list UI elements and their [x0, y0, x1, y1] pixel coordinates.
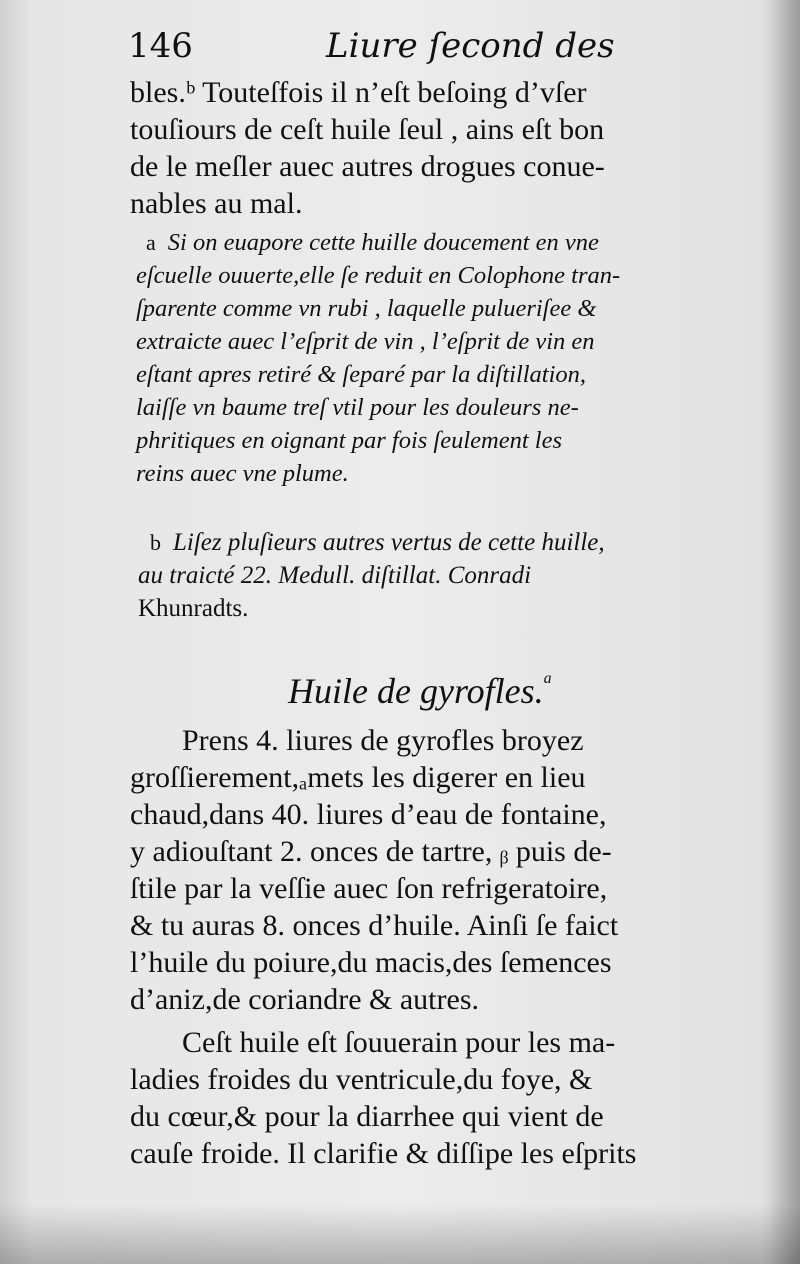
text-line: groſſierement,ₐmets les digerer en lieu: [130, 761, 586, 794]
text-block-continuation: [130, 74, 736, 222]
text-line: de le meſler auec autres drogues conue-: [130, 150, 605, 183]
text-line: cauſe froide. Il clarifie & diſſipe les eſprits: [130, 1137, 637, 1170]
page-header: [128, 22, 748, 72]
footnote-line: phritiques en oignant par fois ſeulement les: [136, 427, 562, 454]
footnote-label: b: [150, 530, 161, 555]
text-line: chaud,dans 40. liures d’eau de fontaine,: [130, 798, 607, 831]
page-bottom-shadow: [0, 1204, 800, 1264]
footnote-line: eſcuelle ouuerte,elle ſe reduit en Colophone tran-: [136, 262, 621, 289]
text-line: bles.ᵇ Touteſfois il n’eſt beſoing d’vſer: [130, 76, 587, 109]
footnote-line: Liſez pluſieurs autres vertus de cette huille,: [173, 529, 605, 556]
text-line: & tu auras 8. onces d’huile. Ainſi ſe faict: [130, 909, 619, 942]
text-line: y adiouſtant 2. onces de tartre, ᵦ puis de-: [130, 835, 612, 868]
section-title-text: Huile de gyrofles.: [288, 671, 544, 711]
footnote-label: a: [146, 230, 156, 255]
footnote-line: ſparente comme vn rubi , laquelle pulueriſee &: [136, 295, 597, 322]
footnote-line: laiſſe vn baume treſ vtil pour les douleurs ne-: [136, 394, 579, 421]
text-line: Prens 4. liures de gyrofles broyez: [182, 724, 584, 757]
footnote-line: extraicte auec l’eſprit de vin , l’eſprit de vin en: [136, 328, 595, 355]
text-line: Ceſt huile eſt ſouuerain pour les ma-: [182, 1026, 616, 1059]
footnote-ref: a: [543, 670, 552, 687]
page-number: 146: [128, 26, 193, 66]
footnote-b: [138, 526, 756, 625]
text-line: nables au mal.: [130, 187, 303, 220]
text-line: ſtile par la veſſie auec ſon refrigeratoire,: [130, 872, 608, 905]
running-head: Liure ſecond des: [326, 26, 615, 66]
footnote-line: eſtant apres retiré & ſeparé par la diſtillation,: [136, 361, 587, 388]
text-line: du cœur,& pour la diarrhee qui vient de: [130, 1100, 604, 1133]
footnote-a: [136, 226, 752, 490]
section-title: [288, 670, 552, 712]
footnote-line: Si on euapore cette huille doucement en vne: [167, 229, 599, 256]
footnote-line: reins auec vne plume.: [136, 460, 349, 487]
footnote-line: au traicté 22. Medull. diſtillat. Conradi: [138, 562, 532, 589]
text-line: touſiours de ceſt huile ſeul , ains eſt bon: [130, 113, 605, 146]
paragraph-recipe: [130, 722, 736, 1018]
text-line: d’aniz,de coriandre & autres.: [130, 983, 479, 1016]
page-edge-shadow: [760, 0, 800, 1264]
text-line: ladies froides du ventricule,du foye, &: [130, 1063, 593, 1096]
paragraph-virtues: [130, 1024, 736, 1172]
footnote-line: Khunradts.: [138, 595, 249, 622]
text-line: l’huile du poiure,du macis,des ſemences: [130, 946, 612, 979]
